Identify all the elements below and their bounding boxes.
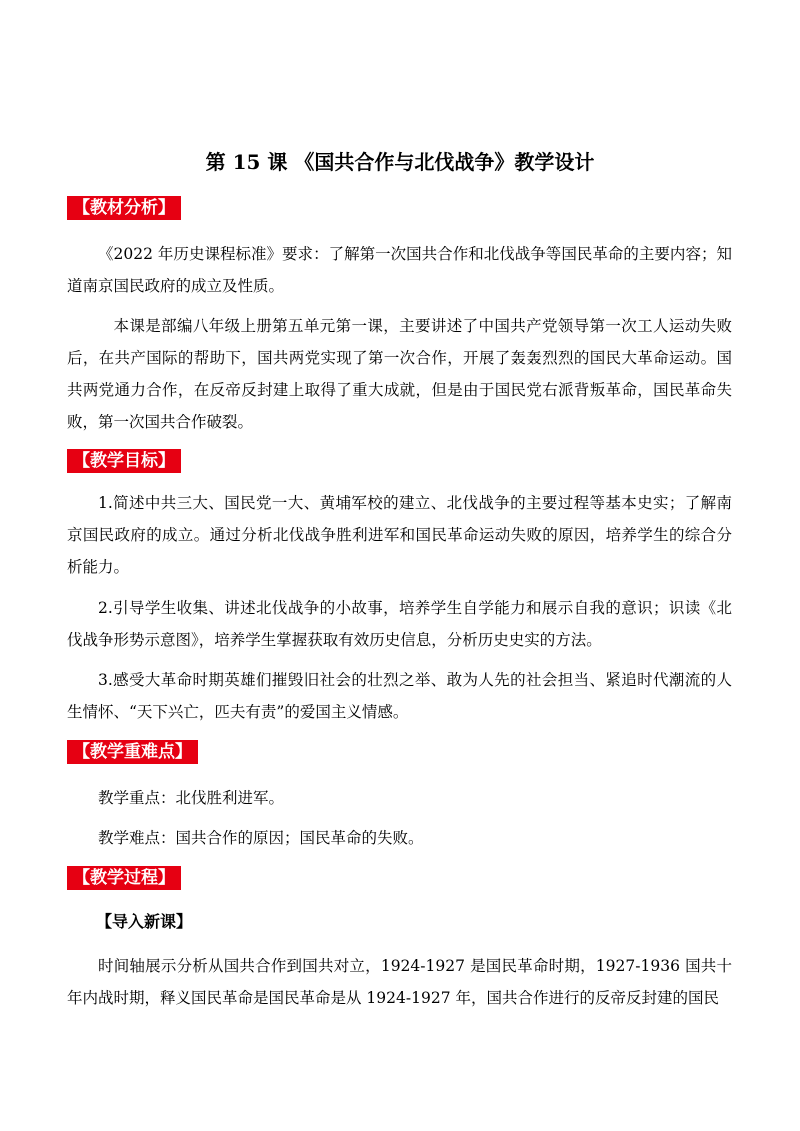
section-label-process: 【教学过程】 (67, 866, 181, 890)
section-label-objectives: 【教学目标】 (67, 449, 181, 473)
teaching-focus: 教学重点：北伐胜利进军。 (98, 789, 285, 807)
objective-item-2: 2.引导学生收集、讲述北伐战争的小故事，培养学生自学能力和展示自我的意识；识读《北伐战争形势示意图》，培养学生掌握获取有效历史信息，分析历史史实的方法。 (67, 599, 732, 649)
section-label-analysis: 【教材分析】 (67, 196, 181, 220)
section-label-key-points: 【教学重难点】 (67, 740, 198, 764)
teaching-difficulty: 教学难点：国共合作的原因；国民革命的失败。 (98, 829, 424, 847)
objective-item-1: 1.简述中共三大、国民党一大、黄埔军校的建立、北伐战争的主要过程等基本史实；了解南京国民政府的成立。通过分析北伐战争胜利进军和国民革命运动失败的原因，培养学生的综合分析能力。 (67, 494, 732, 576)
intro-paragraph: 时间轴展示分析从国共合作到国共对立，1924-1927 是国民革命时期，1927-1936 国共十年内战时期，释义国民革命是国民革命是从 1924-1927 年，国共合作进行的反帝反封建的国民 (67, 957, 732, 1007)
objective-item-3: 3.感受大革命时期英雄们摧毁旧社会的壮烈之举、敢为人先的社会担当、紧追时代潮流的人生情怀、“天下兴亡，匹夫有责”的爱国主义情感。 (67, 671, 732, 721)
page-title: 第 15 课 《国共合作与北伐战争》教学设计 (205, 150, 595, 174)
analysis-paragraph-1: 《2022 年历史课程标准》要求：了解第一次国共合作和北伐战争等国民革命的主要内容；知道南京国民政府的成立及性质。 (67, 245, 732, 295)
analysis-paragraph-2: 本课是部编八年级上册第五单元第一课，主要讲述了中国共产党领导第一次工人运动失败后，在共产国际的帮助下，国共两党实现了第一次合作，开展了轰轰烈烈的国民大革命运动。国共两党通力合作，在反帝反封建上取得了重大成就，但是由于国民党右派背叛革命，国民革命失败，第一次国共合作破裂。 (67, 317, 732, 431)
intro-heading: 【导入新课】 (96, 912, 193, 931)
